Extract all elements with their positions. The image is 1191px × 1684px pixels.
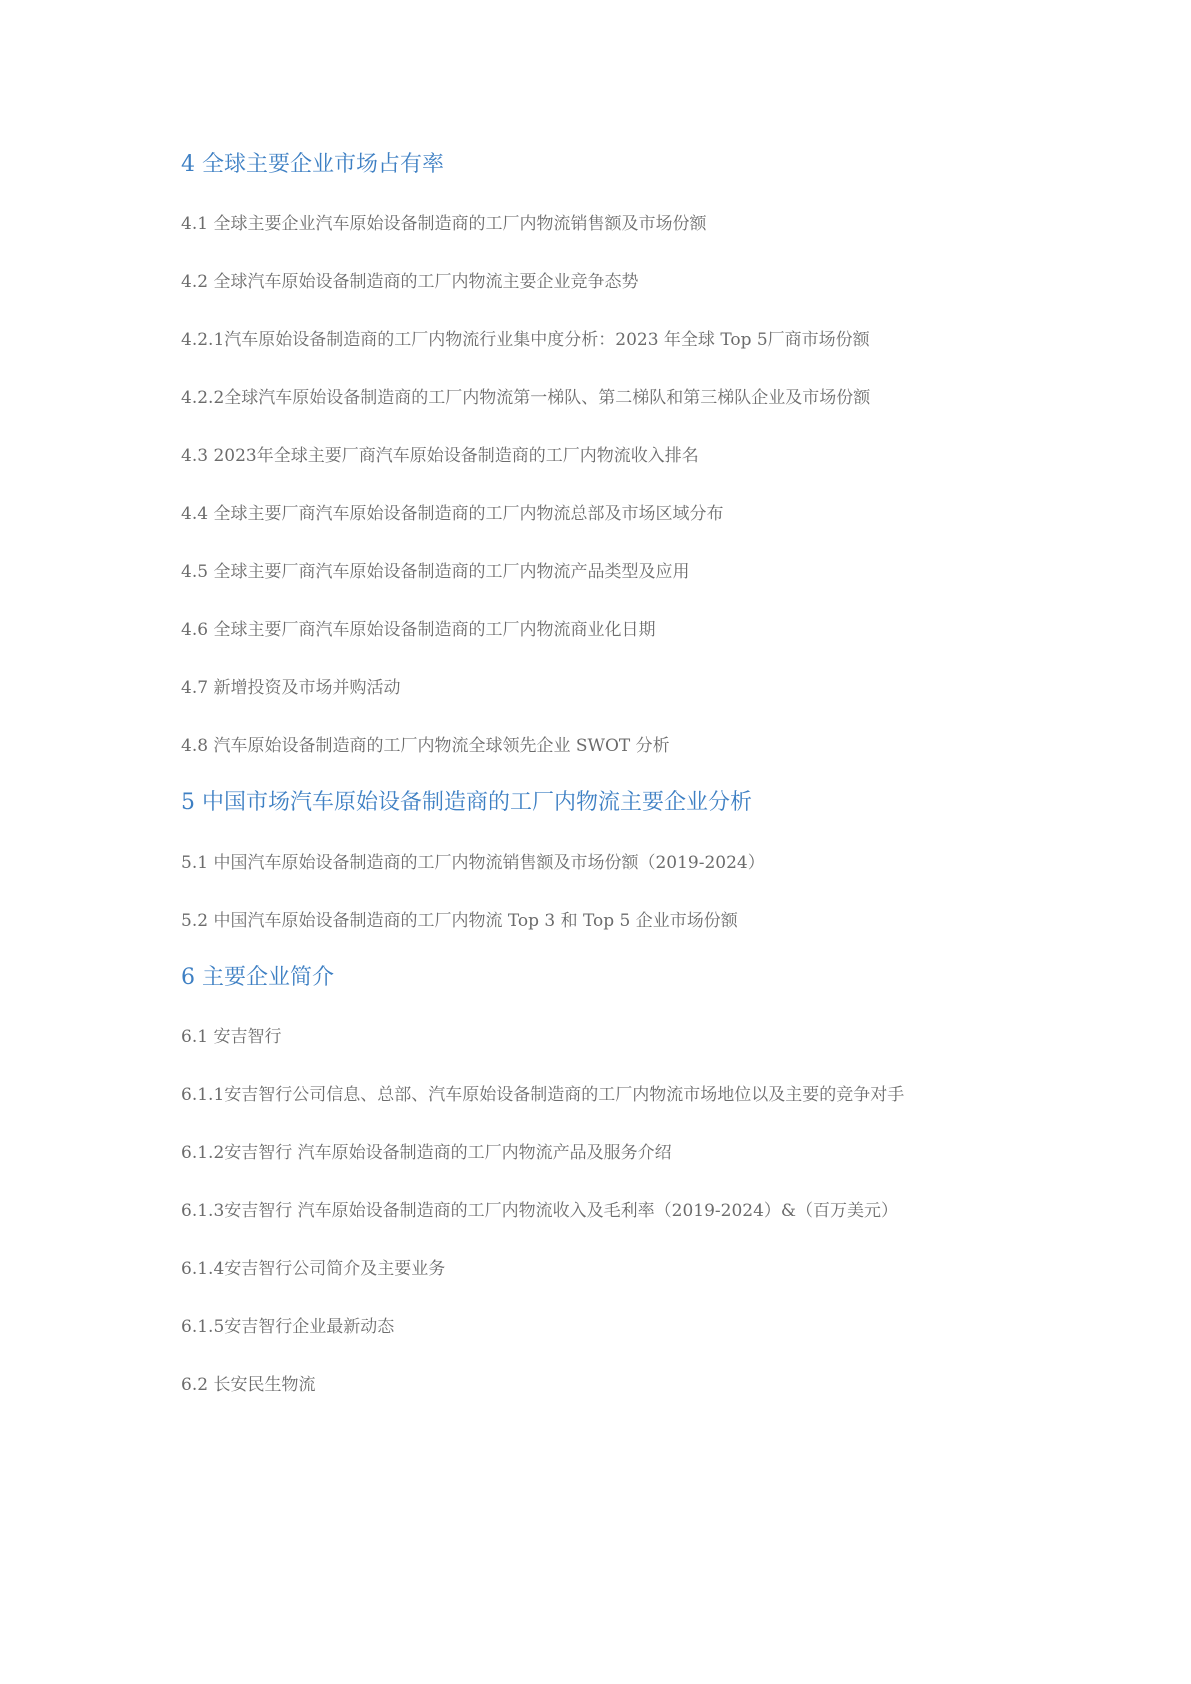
toc-entry: 4.7 新增投资及市场并购活动 [181,678,401,698]
toc-entry: 5.2 中国汽车原始设备制造商的工厂内物流 Top 3 和 Top 5 企业市场份额 [181,911,738,931]
toc-entry: 6.1.2安吉智行 汽车原始设备制造商的工厂内物流产品及服务介绍 [181,1143,672,1163]
toc-entry: 4.2.1汽车原始设备制造商的工厂内物流行业集中度分析：2023 年全球 Top 5厂商市场份额 [181,330,870,350]
toc-entry: 6.2 长安民生物流 [181,1375,316,1395]
toc-entry: 6.1.3安吉智行 汽车原始设备制造商的工厂内物流收入及毛利率（2019-2024）&（百万美元） [181,1201,899,1221]
section-heading-6: 6 主要企业简介 [181,965,334,990]
toc-entry: 4.6 全球主要厂商汽车原始设备制造商的工厂内物流商业化日期 [181,620,656,640]
toc-entry: 5.1 中国汽车原始设备制造商的工厂内物流销售额及市场份额（2019-2024） [181,853,765,873]
toc-entry: 6.1.1安吉智行公司信息、总部、汽车原始设备制造商的工厂内物流市场地位以及主要的竞争对手 [181,1085,905,1105]
toc-entry: 4.3 2023年全球主要厂商汽车原始设备制造商的工厂内物流收入排名 [181,446,699,466]
toc-entry: 6.1.4安吉智行公司简介及主要业务 [181,1259,446,1279]
toc-entry: 4.2.2全球汽车原始设备制造商的工厂内物流第一梯队、第二梯队和第三梯队企业及市场份额 [181,388,871,408]
section-heading-4: 4 全球主要企业市场占有率 [181,152,444,177]
toc-entry: 6.1.5安吉智行企业最新动态 [181,1317,395,1337]
toc-entry: 4.1 全球主要企业汽车原始设备制造商的工厂内物流销售额及市场份额 [181,214,707,234]
toc-entry: 4.4 全球主要厂商汽车原始设备制造商的工厂内物流总部及市场区域分布 [181,504,724,524]
section-heading-5: 5 中国市场汽车原始设备制造商的工厂内物流主要企业分析 [181,790,752,815]
toc-entry: 4.2 全球汽车原始设备制造商的工厂内物流主要企业竞争态势 [181,272,639,292]
toc-entry: 4.8 汽车原始设备制造商的工厂内物流全球领先企业 SWOT 分析 [181,736,670,756]
toc-entry: 6.1 安吉智行 [181,1027,282,1047]
toc-entry: 4.5 全球主要厂商汽车原始设备制造商的工厂内物流产品类型及应用 [181,562,690,582]
